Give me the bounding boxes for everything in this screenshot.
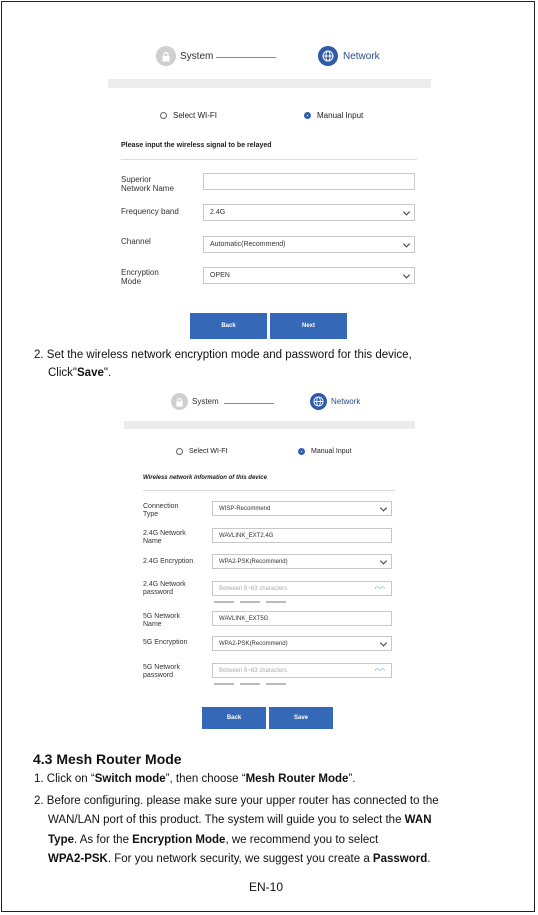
pw24-label: 2.4G Network password xyxy=(143,581,186,596)
frequency-band-value: 2.4G xyxy=(210,209,226,216)
pw24-strength-meter xyxy=(214,601,286,603)
step-system-label: System xyxy=(180,51,214,62)
section-item2-line4 xyxy=(48,851,430,868)
radio-manual-input[interactable] xyxy=(304,111,363,120)
net24-name-value: WAVLINK_EXT2.4G xyxy=(219,532,274,539)
connection-type-label: Connection Type xyxy=(143,503,179,518)
step-system-label: System xyxy=(192,397,219,406)
channel-select[interactable] xyxy=(203,236,415,253)
channel-label: Channel xyxy=(121,237,151,246)
section-item2-line2 xyxy=(48,812,432,829)
radio-unchecked-icon xyxy=(160,112,167,119)
save-button[interactable]: Save xyxy=(269,707,333,729)
step2-click-text: Click" xyxy=(48,367,77,379)
relay-heading: Please input the wireless signal to be relayed xyxy=(121,142,272,149)
chevron-down-icon xyxy=(380,504,387,511)
show-password-icon[interactable]: ◠◠ xyxy=(374,586,385,592)
item1-switch-mode: Switch mode xyxy=(94,773,166,785)
enc24-select[interactable] xyxy=(212,554,392,569)
item2-type-bold: Type xyxy=(48,834,74,846)
item2-wan-bold: WAN xyxy=(404,814,432,826)
net24-name-label: 2.4G Network Name xyxy=(143,530,186,545)
item1-text-c: ”, then choose “ xyxy=(165,773,246,785)
net5-name-label: 5G Network Name xyxy=(143,613,180,628)
pw5-placeholder: Between 8~63 characters xyxy=(219,667,288,674)
superior-network-label: Superior Network Name xyxy=(121,175,174,193)
item2-line4-text-b: . For you network security, we suggest you create a xyxy=(107,853,373,865)
tab-bar-background xyxy=(124,421,415,429)
page-number: EN-10 xyxy=(249,880,284,894)
enc24-label: 2.4G Encryption xyxy=(143,558,194,565)
connection-type-select[interactable] xyxy=(212,501,392,516)
section-item2-line3 xyxy=(48,832,378,849)
step2-save-bold: Save xyxy=(77,367,104,379)
show-password-icon[interactable]: ◠◠ xyxy=(374,668,385,674)
enc5-label: 5G Encryption xyxy=(143,639,188,646)
back-button[interactable]: Back xyxy=(190,313,267,339)
pw5-strength-meter xyxy=(214,683,286,685)
step-network-label: Network xyxy=(343,51,380,62)
item2-wpa2-bold: WPA2-PSK xyxy=(48,853,108,865)
item1-text-e: ”. xyxy=(348,773,356,785)
net5-name-value: WAVLINK_EXT5G xyxy=(219,615,269,622)
radio-manual-input-label: Manual Input xyxy=(311,448,352,455)
chevron-down-icon xyxy=(380,557,387,564)
chevron-down-icon xyxy=(403,240,410,247)
radio-manual-input-label: Manual Input xyxy=(317,111,364,120)
item2-line2-text: WAN/LAN port of this product. The system will guide you to select the xyxy=(48,814,405,826)
network-globe-icon xyxy=(318,46,338,66)
chevron-down-icon xyxy=(403,271,410,278)
enc5-value: WPA2-PSK(Recommend) xyxy=(219,640,288,647)
encryption-mode-select[interactable] xyxy=(203,267,415,284)
section-item2-line1: 2. Before configuring. please make sure your upper router has connected to the xyxy=(34,795,439,807)
step2-line1: 2. Set the wireless network encryption mode and password for this device, xyxy=(34,349,412,361)
connection-type-value: WISP-Recommend xyxy=(219,505,271,512)
pw24-input[interactable] xyxy=(212,581,392,596)
item1-text-a: 1. Click on “ xyxy=(34,773,95,785)
radio-checked-icon xyxy=(304,112,311,119)
net24-name-input[interactable] xyxy=(212,528,392,543)
heading-divider xyxy=(143,490,395,491)
section-title: 4.3 Mesh Router Mode xyxy=(33,751,182,767)
pw24-placeholder: Between 8~63 characters xyxy=(219,585,288,592)
pw5-input[interactable] xyxy=(212,663,392,678)
radio-unchecked-icon xyxy=(176,448,183,455)
enc5-select[interactable] xyxy=(212,636,392,651)
pw5-label: 5G Network password xyxy=(143,664,180,679)
item2-password-bold: Password xyxy=(372,853,428,865)
section-item1 xyxy=(34,771,355,788)
radio-select-wifi-label: Select WI-FI xyxy=(189,448,228,455)
item1-mesh-router-mode: Mesh Router Mode xyxy=(245,773,349,785)
back-button[interactable]: Back xyxy=(202,707,266,729)
step-connector xyxy=(216,57,276,58)
step-network-label: Network xyxy=(331,397,361,406)
step2-line2 xyxy=(48,365,111,382)
step2-suffix: ". xyxy=(103,367,112,379)
superior-network-input[interactable] xyxy=(203,173,415,190)
item2-encryption-mode-bold: Encryption Mode xyxy=(132,834,226,846)
enc24-value: WPA2-PSK(Recommend) xyxy=(219,558,288,565)
chevron-down-icon xyxy=(403,208,410,215)
item2-line3-text-d: , we recommend you to select xyxy=(225,834,379,846)
next-button[interactable]: Next xyxy=(270,313,347,339)
encryption-mode-value: OPEN xyxy=(210,272,230,279)
item2-line4-text-d: . xyxy=(427,853,431,865)
lock-icon xyxy=(156,46,176,66)
net5-name-input[interactable] xyxy=(212,611,392,626)
radio-select-wifi[interactable] xyxy=(160,111,217,120)
tab-bar-background xyxy=(108,79,431,88)
encryption-mode-label: Encryption Mode xyxy=(121,268,159,286)
channel-value: Automatic(Recommend) xyxy=(210,241,286,248)
heading-divider xyxy=(121,159,417,160)
lock-icon xyxy=(171,393,188,410)
radio-checked-icon xyxy=(298,448,305,455)
radio-select-wifi-label: Select WI-FI xyxy=(173,111,218,120)
chevron-down-icon xyxy=(380,639,387,646)
step-connector xyxy=(224,403,274,404)
network-globe-icon xyxy=(310,393,327,410)
frequency-band-label: Frequency band xyxy=(121,207,179,216)
radio-manual-input[interactable] xyxy=(298,448,351,455)
item2-line3-text-b: . As for the xyxy=(74,834,133,846)
frequency-band-select[interactable] xyxy=(203,204,415,221)
wireless-info-heading: Wireless network information of this device xyxy=(143,475,267,481)
radio-select-wifi[interactable] xyxy=(176,448,228,455)
